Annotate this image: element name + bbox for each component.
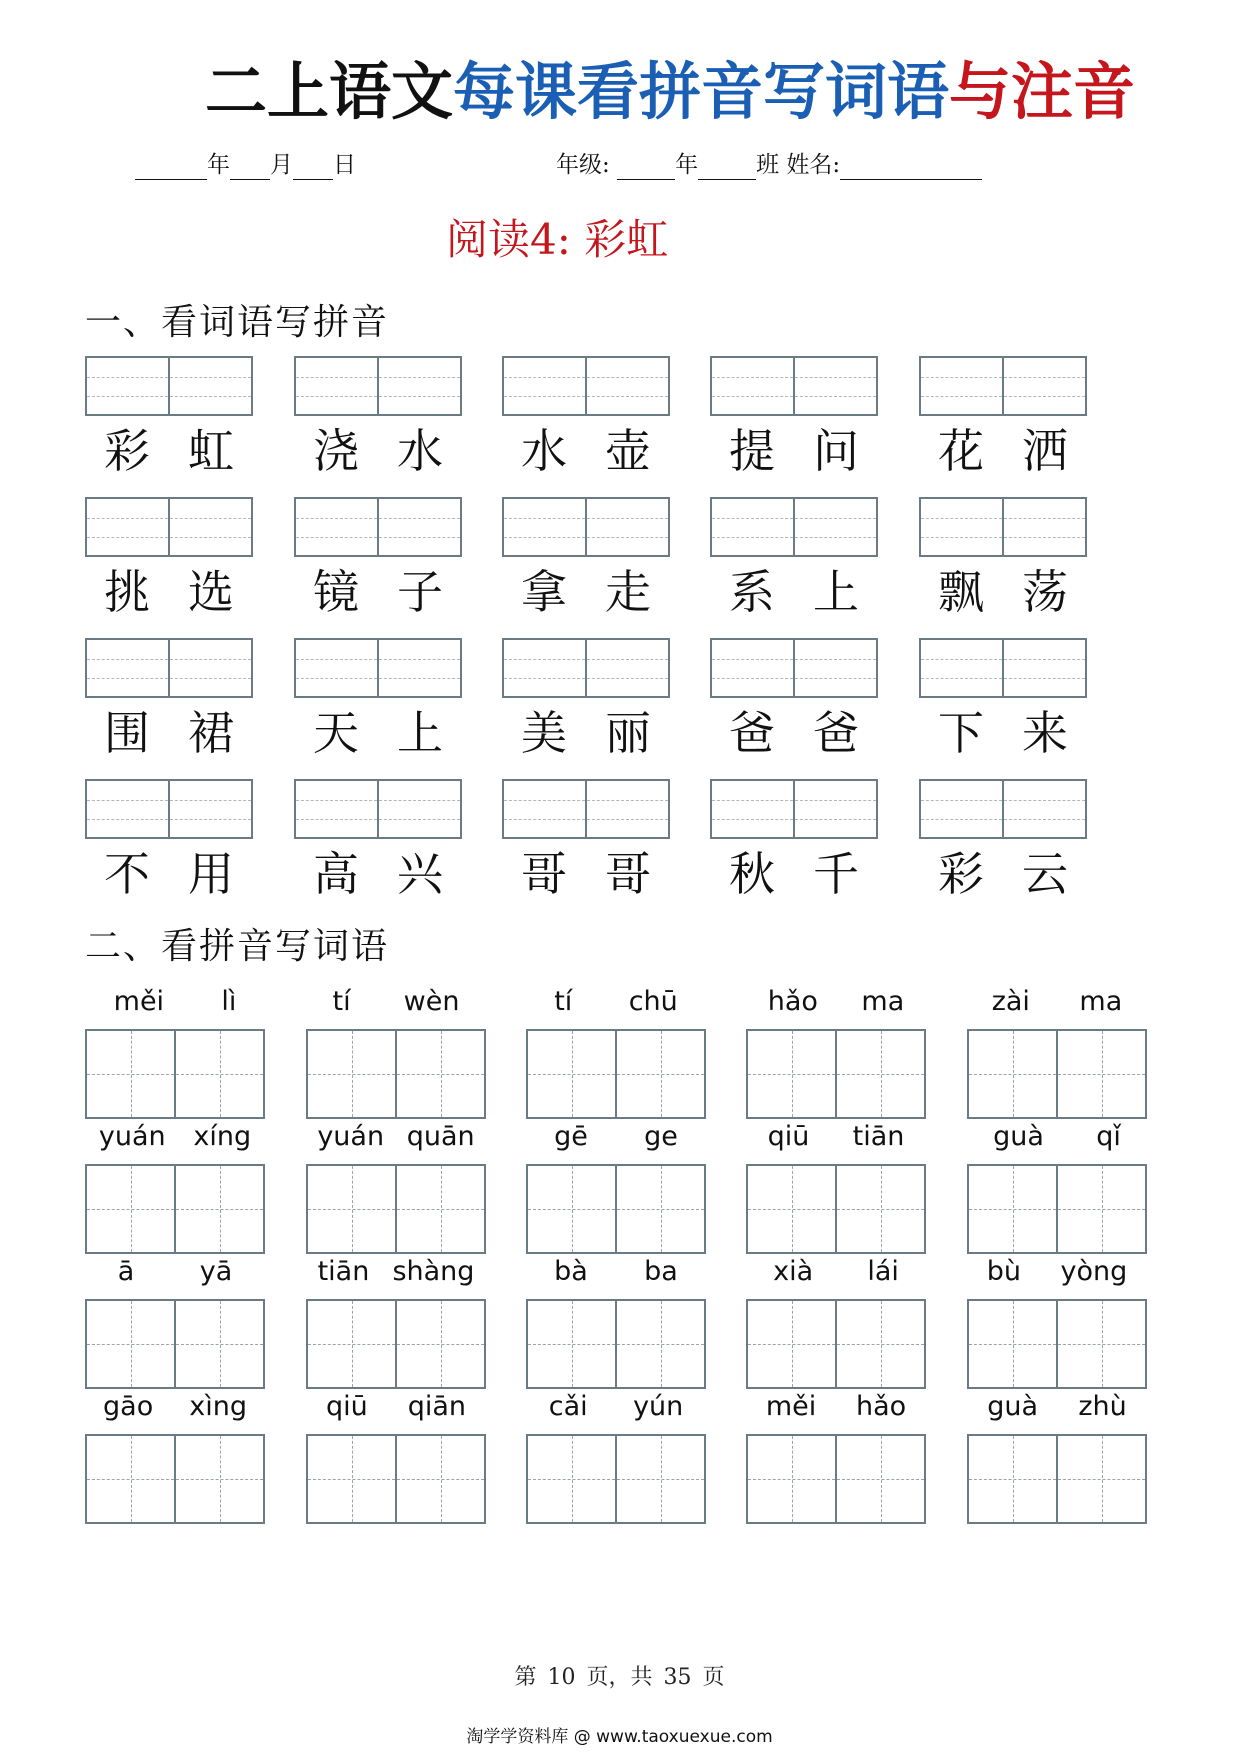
pinyin-answer-box[interactable] <box>502 356 670 416</box>
pinyin-syllable: ge <box>644 1121 678 1152</box>
pinyin-writing-cell[interactable] <box>504 499 585 555</box>
year-label: 年 <box>207 152 230 178</box>
hanzi-character: 荡 <box>1022 565 1068 619</box>
tianzige-writing-cell[interactable] <box>174 1301 263 1387</box>
word-characters <box>85 703 253 763</box>
pinyin-answer-box[interactable] <box>294 779 462 839</box>
word-characters <box>919 844 1087 904</box>
pinyin-writing-cell[interactable] <box>793 499 876 555</box>
pinyin-writing-cell[interactable] <box>585 499 668 555</box>
date-line <box>135 150 356 180</box>
tianzige-writing-cell[interactable] <box>308 1031 395 1117</box>
character-answer-box[interactable] <box>746 1434 926 1524</box>
word-characters <box>502 421 670 481</box>
character-answer-box[interactable] <box>85 1029 265 1119</box>
hanzi-character: 哥 <box>605 847 651 901</box>
word-pinyin <box>967 985 1147 1019</box>
grade-label: 年级: <box>556 152 610 178</box>
word-pinyin <box>85 1120 265 1154</box>
tianzige-writing-cell[interactable] <box>87 1436 174 1522</box>
hanzi-character: 彩 <box>938 847 984 901</box>
pinyin-writing-cell[interactable] <box>793 358 876 414</box>
section1-heading: 一、看词语写拼音 <box>85 302 390 343</box>
hanzi-character: 走 <box>605 565 651 619</box>
character-answer-box[interactable] <box>85 1434 265 1524</box>
word-characters <box>710 844 878 904</box>
hanzi-character: 哥 <box>521 847 567 901</box>
class-label: 班 <box>756 152 780 178</box>
word-pinyin <box>526 1390 706 1424</box>
word-pinyin <box>746 1255 926 1289</box>
pinyin-syllable: quān <box>406 1121 475 1152</box>
year-blank[interactable] <box>135 157 207 180</box>
pinyin-syllable: qiū <box>767 1121 810 1152</box>
pinyin-writing-cell[interactable] <box>1002 781 1085 837</box>
pinyin-writing-cell[interactable] <box>168 358 251 414</box>
tianzige-writing-cell[interactable] <box>528 1301 615 1387</box>
pinyin-answer-box[interactable] <box>919 638 1087 698</box>
word-characters <box>85 421 253 481</box>
pinyin-syllable: bà <box>554 1256 588 1287</box>
hanzi-character: 飘 <box>938 565 984 619</box>
tianzige-writing-cell[interactable] <box>308 1301 395 1387</box>
pinyin-answer-box[interactable] <box>710 779 878 839</box>
tianzige-writing-cell[interactable] <box>615 1166 704 1252</box>
name-label: 姓名: <box>786 152 841 178</box>
pinyin-syllable: ā <box>117 1256 135 1287</box>
hanzi-character: 子 <box>397 565 443 619</box>
pinyin-answer-box[interactable] <box>919 497 1087 557</box>
pinyin-syllable: hǎo <box>855 1391 907 1422</box>
word-pinyin <box>967 1255 1147 1289</box>
pinyin-writing-cell[interactable] <box>585 640 668 696</box>
pinyin-syllable: xìng <box>189 1391 247 1422</box>
pinyin-syllable: cǎi <box>548 1391 588 1422</box>
tianzige-writing-cell[interactable] <box>748 1436 835 1522</box>
pinyin-writing-cell[interactable] <box>504 781 585 837</box>
hanzi-character: 虹 <box>188 424 234 478</box>
pinyin-answer-box[interactable] <box>502 497 670 557</box>
pinyin-answer-box[interactable] <box>85 638 253 698</box>
pinyin-writing-cell[interactable] <box>168 640 251 696</box>
character-answer-box[interactable] <box>967 1164 1147 1254</box>
pinyin-writing-cell[interactable] <box>296 781 377 837</box>
pinyin-syllable: měi <box>765 1391 817 1422</box>
character-answer-box[interactable] <box>967 1299 1147 1389</box>
hanzi-character: 云 <box>1022 847 1068 901</box>
hanzi-character: 爸 <box>813 706 859 760</box>
tianzige-writing-cell[interactable] <box>748 1301 835 1387</box>
day-label: 日 <box>333 152 356 178</box>
pinyin-syllable: yuán <box>98 1121 166 1152</box>
tianzige-writing-cell[interactable] <box>615 1031 704 1117</box>
pinyin-writing-cell[interactable] <box>504 358 585 414</box>
grade-year-label: 年 <box>675 152 699 178</box>
character-answer-box[interactable] <box>967 1029 1147 1119</box>
character-answer-box[interactable] <box>746 1299 926 1389</box>
word-characters <box>919 421 1087 481</box>
pinyin-writing-cell[interactable] <box>377 640 460 696</box>
character-answer-box[interactable] <box>306 1164 486 1254</box>
pinyin-writing-cell[interactable] <box>296 358 377 414</box>
word-pinyin <box>967 1120 1147 1154</box>
tianzige-writing-cell[interactable] <box>395 1301 484 1387</box>
word-characters <box>294 844 462 904</box>
word-pinyin <box>526 1255 706 1289</box>
word-characters <box>294 703 462 763</box>
pinyin-writing-cell[interactable] <box>585 358 668 414</box>
hanzi-character: 上 <box>397 706 443 760</box>
word-pinyin <box>85 1390 265 1424</box>
word-pinyin <box>306 985 486 1019</box>
pinyin-syllable: tiān <box>852 1121 905 1152</box>
pinyin-syllable: tí <box>554 986 573 1017</box>
hanzi-character: 裙 <box>188 706 234 760</box>
hanzi-character: 兴 <box>397 847 443 901</box>
word-pinyin <box>526 1120 706 1154</box>
word-pinyin <box>306 1120 486 1154</box>
pinyin-syllable: bù <box>986 1256 1021 1287</box>
character-answer-box[interactable] <box>526 1164 706 1254</box>
page-number: 第 10 页，共 35 页 <box>514 1665 725 1690</box>
hanzi-character: 爸 <box>729 706 775 760</box>
pinyin-writing-cell[interactable] <box>793 781 876 837</box>
tianzige-writing-cell[interactable] <box>395 1031 484 1117</box>
pinyin-syllable: ma <box>861 986 905 1017</box>
pinyin-syllable: yòng <box>1060 1256 1128 1287</box>
tianzige-writing-cell[interactable] <box>395 1436 484 1522</box>
hanzi-character: 洒 <box>1022 424 1068 478</box>
hanzi-character: 问 <box>813 424 859 478</box>
character-answer-box[interactable] <box>746 1029 926 1119</box>
pinyin-syllable: yuán <box>317 1121 385 1152</box>
pinyin-answer-box[interactable] <box>85 779 253 839</box>
pinyin-answer-box[interactable] <box>710 497 878 557</box>
tianzige-writing-cell[interactable] <box>528 1166 615 1252</box>
character-answer-box[interactable] <box>85 1299 265 1389</box>
pinyin-writing-cell[interactable] <box>921 499 1002 555</box>
pinyin-answer-box[interactable] <box>502 638 670 698</box>
pinyin-syllable: yún <box>633 1391 684 1422</box>
word-characters <box>919 703 1087 763</box>
month-label: 月 <box>270 152 293 178</box>
hanzi-character: 美 <box>521 706 567 760</box>
pinyin-syllable: ma <box>1079 986 1123 1017</box>
pinyin-answer-box[interactable] <box>294 356 462 416</box>
class-blank[interactable] <box>698 157 756 180</box>
pinyin-syllable: yā <box>199 1256 233 1287</box>
hanzi-character: 拿 <box>521 565 567 619</box>
pinyin-syllable: hǎo <box>767 986 818 1017</box>
tianzige-writing-cell[interactable] <box>615 1301 704 1387</box>
hanzi-character: 天 <box>313 706 359 760</box>
title-part-grade-subject: 二上语文 <box>205 55 454 128</box>
tianzige-writing-cell[interactable] <box>528 1031 615 1117</box>
pinyin-writing-cell[interactable] <box>712 358 793 414</box>
hanzi-character: 下 <box>938 706 984 760</box>
hanzi-character: 高 <box>313 847 359 901</box>
pinyin-writing-cell[interactable] <box>87 499 168 555</box>
pinyin-syllable: xíng <box>193 1121 252 1152</box>
character-answer-box[interactable] <box>746 1164 926 1254</box>
word-characters <box>85 844 253 904</box>
hanzi-character: 系 <box>729 565 775 619</box>
tianzige-writing-cell[interactable] <box>174 1166 263 1252</box>
tianzige-writing-cell[interactable] <box>174 1436 263 1522</box>
hanzi-character: 镜 <box>313 565 359 619</box>
pinyin-syllable: zài <box>991 986 1030 1017</box>
student-info-line <box>556 150 982 180</box>
hanzi-character: 丽 <box>605 706 651 760</box>
word-characters <box>710 421 878 481</box>
tianzige-writing-cell[interactable] <box>835 1031 924 1117</box>
grade-year-blank[interactable] <box>617 157 675 180</box>
pinyin-writing-cell[interactable] <box>87 358 168 414</box>
hanzi-character: 浇 <box>313 424 359 478</box>
pinyin-syllable: lì <box>221 986 237 1017</box>
pinyin-syllable: guà <box>993 1121 1044 1152</box>
word-pinyin <box>967 1390 1147 1424</box>
word-pinyin <box>746 985 926 1019</box>
tianzige-writing-cell[interactable] <box>1056 1031 1145 1117</box>
word-characters <box>502 703 670 763</box>
pinyin-syllable: chū <box>628 986 678 1017</box>
character-answer-box[interactable] <box>526 1029 706 1119</box>
pinyin-writing-cell[interactable] <box>1002 640 1085 696</box>
character-answer-box[interactable] <box>306 1299 486 1389</box>
pinyin-syllable: guà <box>987 1391 1038 1422</box>
word-pinyin <box>306 1255 486 1289</box>
word-characters <box>710 703 878 763</box>
hanzi-character: 水 <box>397 424 443 478</box>
character-answer-box[interactable] <box>526 1434 706 1524</box>
pinyin-answer-box[interactable] <box>919 779 1087 839</box>
pinyin-writing-cell[interactable] <box>712 781 793 837</box>
word-characters <box>294 421 462 481</box>
pinyin-syllable: qiū <box>325 1391 368 1422</box>
character-answer-box[interactable] <box>526 1299 706 1389</box>
word-characters <box>502 844 670 904</box>
pinyin-writing-cell[interactable] <box>87 781 168 837</box>
tianzige-writing-cell[interactable] <box>87 1166 174 1252</box>
title-part-annotation: 与注音 <box>949 55 1136 128</box>
word-pinyin <box>526 985 706 1019</box>
word-pinyin <box>746 1390 926 1424</box>
pinyin-answer-box[interactable] <box>294 497 462 557</box>
hanzi-character: 千 <box>813 847 859 901</box>
hanzi-character: 用 <box>188 847 234 901</box>
pinyin-writing-cell[interactable] <box>168 499 251 555</box>
pinyin-answer-box[interactable] <box>919 356 1087 416</box>
pinyin-syllable: gāo <box>103 1391 154 1422</box>
month-blank[interactable] <box>230 157 270 180</box>
site-watermark: 淘学学资料库 @ www.taoxuexue.com <box>466 1727 773 1747</box>
pinyin-writing-cell[interactable] <box>296 640 377 696</box>
pinyin-syllable: tí <box>332 986 351 1017</box>
tianzige-writing-cell[interactable] <box>1056 1301 1145 1387</box>
character-answer-box[interactable] <box>85 1164 265 1254</box>
tianzige-writing-cell[interactable] <box>1056 1166 1145 1252</box>
title-part-exercise: 每课看拼音写词语 <box>453 55 950 128</box>
tianzige-writing-cell[interactable] <box>969 1301 1056 1387</box>
pinyin-syllable: shàng <box>392 1256 475 1287</box>
pinyin-writing-cell[interactable] <box>585 781 668 837</box>
hanzi-character: 来 <box>1022 706 1068 760</box>
pinyin-writing-cell[interactable] <box>87 640 168 696</box>
tianzige-writing-cell[interactable] <box>969 1436 1056 1522</box>
word-characters <box>502 562 670 622</box>
tianzige-writing-cell[interactable] <box>395 1166 484 1252</box>
pinyin-writing-cell[interactable] <box>793 640 876 696</box>
word-pinyin <box>746 1120 926 1154</box>
tianzige-writing-cell[interactable] <box>835 1436 924 1522</box>
tianzige-writing-cell[interactable] <box>87 1031 174 1117</box>
pinyin-writing-cell[interactable] <box>377 358 460 414</box>
pinyin-writing-cell[interactable] <box>1002 358 1085 414</box>
tianzige-writing-cell[interactable] <box>748 1166 835 1252</box>
word-characters <box>85 562 253 622</box>
word-characters <box>710 562 878 622</box>
hanzi-character: 壶 <box>605 424 651 478</box>
pinyin-writing-cell[interactable] <box>377 499 460 555</box>
hanzi-character: 不 <box>104 847 150 901</box>
pinyin-answer-box[interactable] <box>85 356 253 416</box>
tianzige-writing-cell[interactable] <box>615 1436 704 1522</box>
tianzige-writing-cell[interactable] <box>969 1166 1056 1252</box>
pinyin-syllable: wèn <box>403 986 460 1017</box>
tianzige-writing-cell[interactable] <box>308 1166 395 1252</box>
pinyin-syllable: qiān <box>407 1391 466 1422</box>
character-answer-box[interactable] <box>306 1029 486 1119</box>
pinyin-writing-cell[interactable] <box>504 640 585 696</box>
name-blank[interactable] <box>840 157 982 180</box>
pinyin-writing-cell[interactable] <box>712 640 793 696</box>
word-pinyin <box>85 1255 265 1289</box>
pinyin-syllable: měi <box>113 986 165 1017</box>
pinyin-syllable: xià <box>773 1256 814 1287</box>
tianzige-writing-cell[interactable] <box>174 1031 263 1117</box>
lesson-title: 阅读4: 彩虹 <box>446 215 669 264</box>
section2-heading: 二、看拼音写词语 <box>85 926 390 967</box>
tianzige-writing-cell[interactable] <box>835 1166 924 1252</box>
pinyin-syllable: qǐ <box>1096 1121 1121 1152</box>
pinyin-writing-cell[interactable] <box>1002 499 1085 555</box>
pinyin-writing-cell[interactable] <box>168 781 251 837</box>
pinyin-writing-cell[interactable] <box>712 499 793 555</box>
pinyin-syllable: ba <box>644 1256 678 1287</box>
pinyin-answer-box[interactable] <box>294 638 462 698</box>
hanzi-character: 花 <box>938 424 984 478</box>
day-blank[interactable] <box>293 157 333 180</box>
tianzige-writing-cell[interactable] <box>308 1436 395 1522</box>
pinyin-answer-box[interactable] <box>710 356 878 416</box>
pinyin-answer-box[interactable] <box>502 779 670 839</box>
hanzi-character: 彩 <box>104 424 150 478</box>
hanzi-character: 提 <box>729 424 775 478</box>
character-answer-box[interactable] <box>306 1434 486 1524</box>
word-pinyin <box>306 1390 486 1424</box>
hanzi-character: 挑 <box>104 565 150 619</box>
hanzi-character: 上 <box>813 565 859 619</box>
word-pinyin <box>85 985 265 1019</box>
tianzige-writing-cell[interactable] <box>835 1301 924 1387</box>
pinyin-syllable: lái <box>867 1256 899 1287</box>
hanzi-character: 围 <box>104 706 150 760</box>
pinyin-syllable: gē <box>554 1121 588 1152</box>
character-answer-box[interactable] <box>967 1434 1147 1524</box>
pinyin-writing-cell[interactable] <box>921 358 1002 414</box>
hanzi-character: 水 <box>521 424 567 478</box>
pinyin-syllable: zhù <box>1078 1391 1127 1422</box>
word-characters <box>919 562 1087 622</box>
tianzige-writing-cell[interactable] <box>87 1301 174 1387</box>
hanzi-character: 秋 <box>729 847 775 901</box>
pinyin-syllable: tiān <box>317 1256 370 1287</box>
tianzige-writing-cell[interactable] <box>969 1031 1056 1117</box>
worksheet-title <box>205 52 1135 132</box>
word-characters <box>294 562 462 622</box>
tianzige-writing-cell[interactable] <box>1056 1436 1145 1522</box>
pinyin-writing-cell[interactable] <box>921 781 1002 837</box>
tianzige-writing-cell[interactable] <box>748 1031 835 1117</box>
hanzi-character: 选 <box>188 565 234 619</box>
tianzige-writing-cell[interactable] <box>528 1436 615 1522</box>
pinyin-writing-cell[interactable] <box>921 640 1002 696</box>
pinyin-writing-cell[interactable] <box>296 499 377 555</box>
pinyin-answer-box[interactable] <box>710 638 878 698</box>
pinyin-answer-box[interactable] <box>85 497 253 557</box>
pinyin-writing-cell[interactable] <box>377 781 460 837</box>
